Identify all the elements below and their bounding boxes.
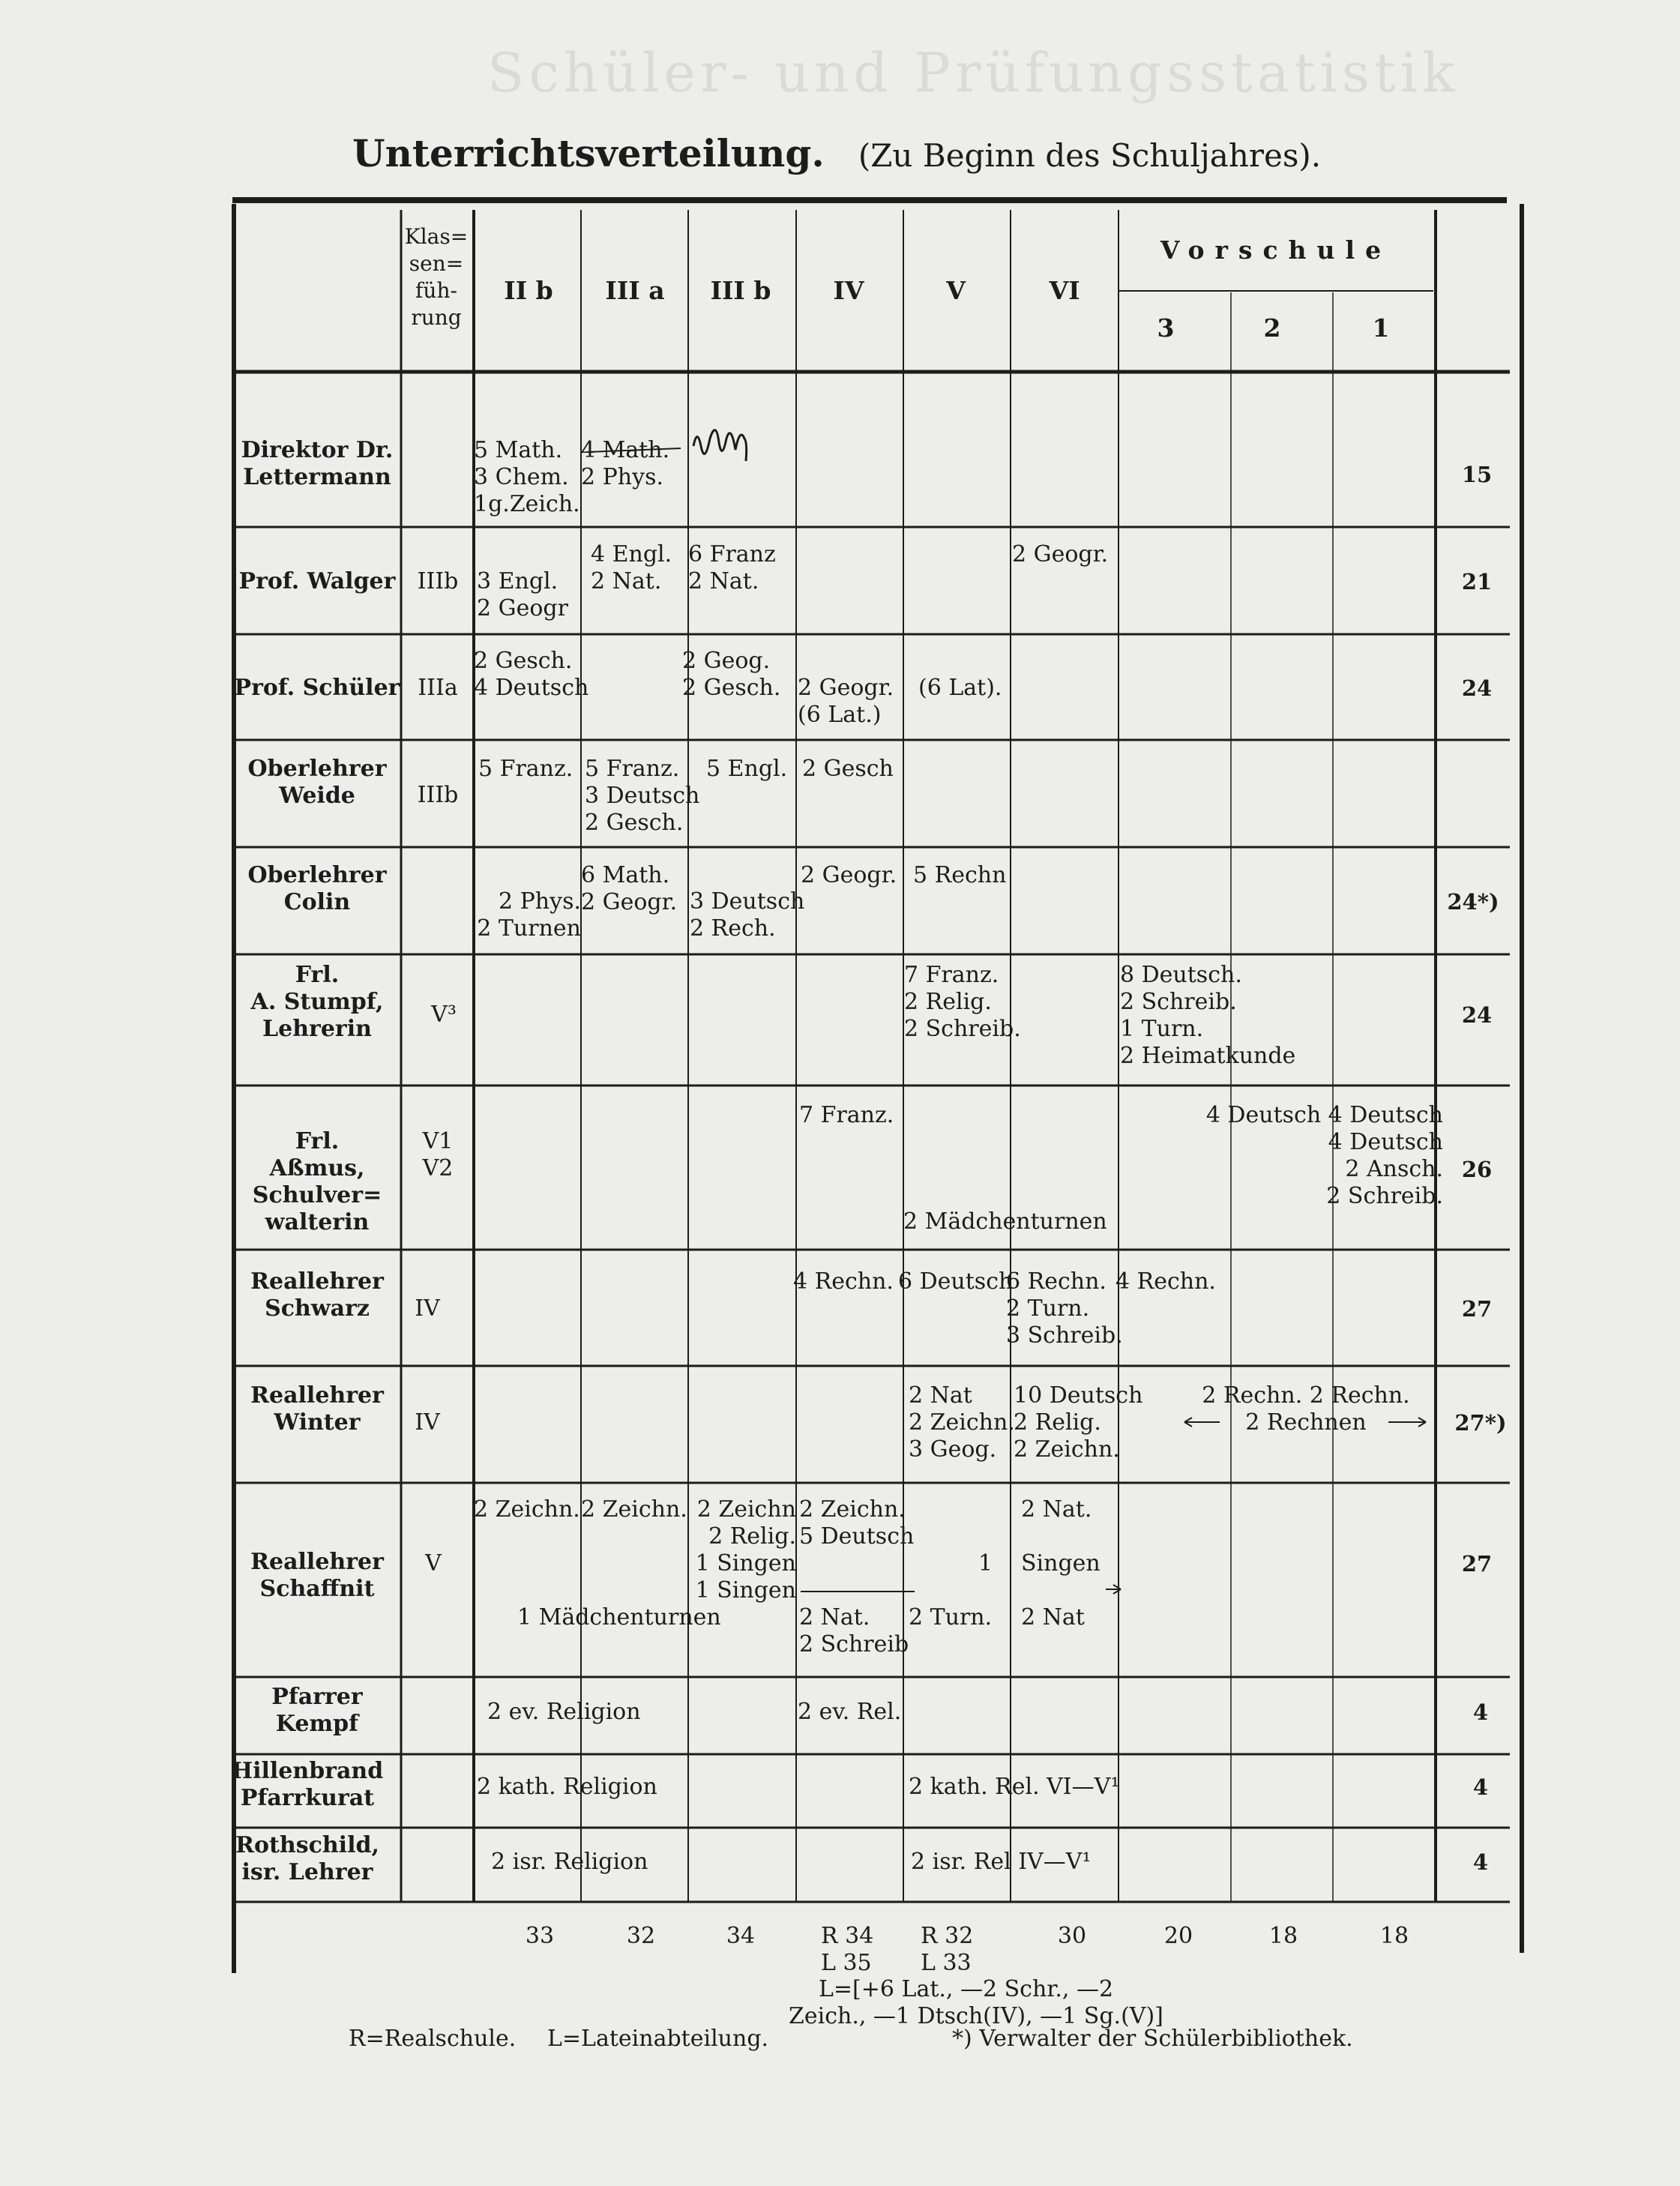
header-col-v: V <box>946 276 966 305</box>
row-total: 27*) <box>1454 1410 1507 1436</box>
title-main: Unterrichtsverteilung. <box>352 131 825 175</box>
cell-iiib: 3 Deutsch 2 Rech. <box>690 888 805 942</box>
klassenfuehrung: V <box>425 1550 442 1577</box>
klassenfuehrung: IIIb <box>417 568 459 594</box>
teacher-name: Reallehrer Schwarz <box>250 1268 384 1322</box>
header-col-iv: IV <box>833 276 864 305</box>
cell-v: 7 Franz. 2 Relig. 2 Schreib. <box>904 962 1021 1042</box>
cell-iv: 2 Geogr. (6 Lat.) <box>798 675 894 728</box>
cell-iiia: 2 Zeichn. <box>581 1496 687 1523</box>
row-total: 4 <box>1472 1774 1489 1800</box>
cell-v-vi-span: 2 isr. Rel IV—V¹ <box>911 1849 1092 1875</box>
legend-footnote: *) Verwalter der Schülerbibliothek. <box>952 2026 1353 2052</box>
teacher-name: Frl. Aßmus, Schulver= walterin <box>252 1128 382 1235</box>
cell-v: 2 Turn. <box>909 1604 993 1631</box>
cell-iv: 2 Gesch <box>802 756 894 782</box>
header-vorschule-1: 1 <box>1372 313 1390 343</box>
cell-iiib: 2 Zeichn 2 Relig. 1 Singen 1 Singen <box>695 1496 796 1604</box>
cell-iib: 5 Franz. <box>478 756 573 782</box>
cell-iiia: 4 Engl. 2 Nat. <box>591 541 672 594</box>
cell-vi: 2 Nat. Singen 2 Nat <box>1021 1496 1101 1631</box>
total-vorschule-2: 18 <box>1268 1923 1298 1949</box>
cell-vorschule-2-1: 4 Deutsch 4 Deutsch 4 Deutsch 2 Ansch. 2 Schreib. <box>1205 1102 1443 1209</box>
row-total: 26 <box>1461 1157 1493 1182</box>
klassenfuehrung: IIIa <box>418 675 458 701</box>
cell-iv: 2 Zeichn. 5 Deutsch 2 Nat. 2 Schreib <box>799 1496 915 1657</box>
header-vorschule-3: 3 <box>1157 313 1175 343</box>
teacher-name: Reallehrer Schaffnit <box>250 1549 384 1602</box>
row-total: 21 <box>1461 569 1493 594</box>
header-col-iiib: III b <box>710 276 771 305</box>
cell-vi: 2 Geogr. <box>1012 541 1109 567</box>
klassenfuehrung: V³ <box>431 1002 457 1028</box>
cell-vorschule-3: 8 Deutsch. 2 Schreib. 1 Turn. 2 Heimatkunde <box>1120 962 1296 1069</box>
header-klassenfuehrung: Klas= sen= füh- rung <box>404 224 469 330</box>
cell-iib: 5 Math. 3 Chem. 1g.Zeich. <box>474 437 580 517</box>
total-iv: R 34 L 35 <box>821 1923 874 1976</box>
cell-iib-iiia-span: 1 Mädchenturnen <box>517 1604 721 1631</box>
footnote-latein-2: Zeich., —1 Dtsch(IV), —1 Sg.(V)] <box>789 2003 1163 2029</box>
row-total: 27 <box>1461 1551 1493 1577</box>
row-total: 15 <box>1461 462 1493 487</box>
total-iiia: 32 <box>626 1923 656 1949</box>
legend-realschule: R=Realschule. <box>349 2026 517 2052</box>
teacher-name: Oberlehrer Weide <box>247 756 387 809</box>
cell-iv: 4 Rechn. <box>793 1268 894 1295</box>
header-col-vi: VI <box>1049 276 1080 305</box>
cell-v: 2 Mädchenturnen <box>903 1208 1107 1235</box>
cell-iiib: 5 Engl. <box>706 756 788 782</box>
teacher-name: Rothschild, isr. Lehrer <box>235 1832 379 1885</box>
teacher-name: Oberlehrer Colin <box>247 862 387 915</box>
row-total: 27 <box>1461 1296 1493 1322</box>
cell-v: 2 Nat 2 Zeichn. 3 Geog. <box>909 1382 1015 1463</box>
row-total: 24*) <box>1447 889 1499 915</box>
cell-iib: 2 Zeichn. <box>474 1496 580 1523</box>
cell-vorschule-3: 4 Rechn. <box>1116 1268 1216 1295</box>
header-vorschule-2: 2 <box>1263 313 1281 343</box>
cell-iib-iiia-span: 2 ev. Religion <box>487 1699 641 1725</box>
row-total: 24 <box>1461 675 1493 701</box>
row-total: 4 <box>1472 1699 1489 1725</box>
cell-iiib: 2 Geog. 2 Gesch. <box>682 648 781 701</box>
legend-lateinabteilung: L=Lateinabteilung. <box>547 2026 769 2052</box>
cell-vorschule-2-1: 2 Rechn. 2 Rechn. 2 Rechnen <box>1202 1382 1410 1436</box>
header-vorschule: Vorschule <box>1160 235 1392 265</box>
teacher-name: Prof. Schüler <box>234 675 400 701</box>
header-col-iiia: III a <box>605 276 665 305</box>
klassenfuehrung: IV <box>415 1295 440 1322</box>
cell-iib: 2 Phys. 2 Turnen <box>477 888 581 942</box>
cell-iiib: 6 Franz 2 Nat. <box>688 541 776 594</box>
cell-vi: 10 Deutsch 2 Relig. 2 Zeichn. <box>1014 1382 1143 1463</box>
total-v: R 32 L 33 <box>921 1923 974 1976</box>
cell-iib-iiia-span: 2 kath. Religion <box>477 1774 657 1800</box>
total-iib: 33 <box>525 1923 555 1949</box>
cell-vi: 6 Rechn. 2 Turn. 3 Schreib. <box>1006 1268 1123 1349</box>
cell-iiib-handwritten <box>693 472 696 499</box>
total-vorschule-1: 18 <box>1379 1923 1409 1949</box>
cell-v-vi-span: 2 kath. Rel. VI—V¹ <box>909 1774 1120 1800</box>
cell-v: 5 Rechn <box>913 862 1007 888</box>
cell-iv: 7 Franz. <box>799 1102 894 1128</box>
handwritten-note <box>693 430 747 461</box>
teacher-name: Reallehrer Winter <box>250 1382 384 1436</box>
klassenfuehrung: V1 V2 <box>422 1128 454 1181</box>
cell-v: 6 Deutsch <box>898 1268 1014 1295</box>
teacher-name: Frl. A. Stumpf, Lehrerin <box>250 962 384 1042</box>
total-vi: 30 <box>1057 1923 1087 1949</box>
header-col-iib: II b <box>504 276 553 305</box>
row-total: 4 <box>1472 1849 1489 1875</box>
cell-iiia: 5 Franz. 3 Deutsch 2 Gesch. <box>585 756 700 836</box>
cell-iiia: 6 Math. 2 Geogr. <box>581 862 678 915</box>
total-vorschule-3: 20 <box>1163 1923 1193 1949</box>
total-iiib: 34 <box>726 1923 756 1949</box>
cell-iib: 3 Engl. 2 Geogr <box>477 568 568 621</box>
teacher-name: Direktor Dr. Lettermann <box>241 437 394 490</box>
teacher-name: Hillenbrand Pfarrkurat <box>231 1758 384 1811</box>
cell-v: (6 Lat). <box>918 675 1002 701</box>
cell-iiia: 4 Math. 2 Phys. <box>581 437 670 490</box>
cell-v-singen-count: 1 <box>978 1550 993 1577</box>
cell-iv: 2 Geogr. <box>801 862 897 888</box>
row-total: 24 <box>1461 1002 1493 1028</box>
cell-iib-iiia-span: 2 isr. Religion <box>491 1849 648 1875</box>
footnote-latein: L=[+6 Lat., —2 Schr., —2 <box>819 1976 1114 2002</box>
cell-iv: 2 ev. Rel. <box>798 1699 902 1725</box>
ghost-title: Schüler- und Prüfungsstatistik <box>487 41 1460 104</box>
teacher-name: Prof. Walger <box>238 568 396 594</box>
title-sub: (Zu Beginn des Schuljahres). <box>858 137 1322 174</box>
teacher-name: Pfarrer Kempf <box>271 1684 363 1737</box>
klassenfuehrung: IV <box>415 1409 440 1436</box>
klassenfuehrung: IIIb <box>417 782 459 808</box>
cell-iib: 2 Gesch. 4 Deutsch <box>474 648 589 701</box>
